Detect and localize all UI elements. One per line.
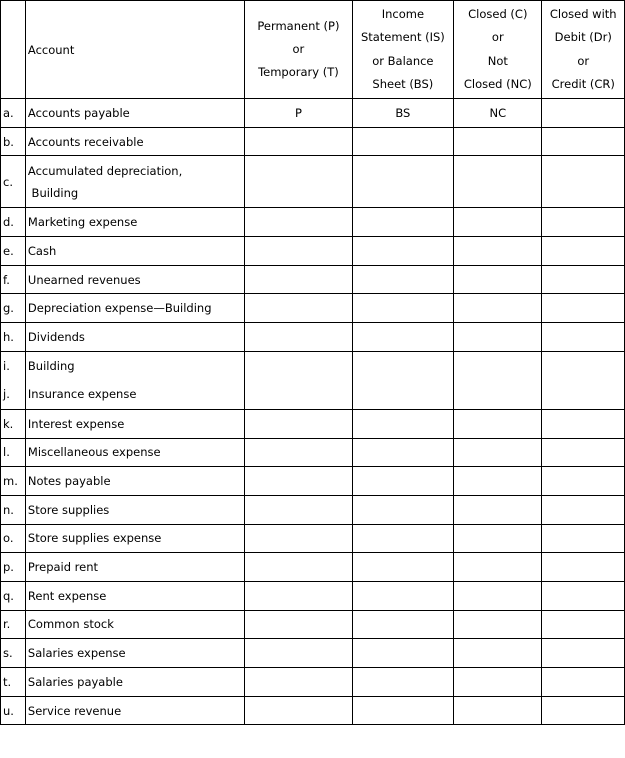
closed-header-line: or <box>491 30 504 44</box>
permanent-temporary-cell[interactable]: P <box>245 99 352 128</box>
table-row <box>1 696 625 725</box>
debit-credit-header-line: Closed with <box>549 6 617 21</box>
table-row <box>1 668 625 697</box>
account-name: Service revenue <box>25 696 244 725</box>
statement-cell[interactable] <box>352 639 453 668</box>
debit-credit-cell[interactable] <box>542 467 625 496</box>
closed-cell[interactable] <box>454 265 542 294</box>
permanent-temporary-cell[interactable] <box>245 351 352 409</box>
closed-cell[interactable] <box>454 524 542 553</box>
letter-header <box>1 1 26 99</box>
row-letter: c. <box>1 156 26 208</box>
statement-cell[interactable] <box>352 467 453 496</box>
table-row <box>1 156 625 208</box>
statement-cell[interactable] <box>352 351 453 409</box>
statement-cell[interactable] <box>352 581 453 610</box>
permanent-temporary-cell[interactable] <box>245 696 352 725</box>
account-name: Common stock <box>25 610 244 639</box>
table-row <box>1 495 625 524</box>
closed-cell[interactable] <box>454 467 542 496</box>
account-name <box>25 156 244 208</box>
statement-cell[interactable]: BS <box>352 99 453 128</box>
table-row <box>1 294 625 323</box>
permanent-temporary-cell[interactable] <box>245 156 352 208</box>
permanent-temporary-cell[interactable] <box>245 581 352 610</box>
table-row <box>1 208 625 237</box>
table-row <box>1 323 625 352</box>
statement-cell[interactable] <box>352 323 453 352</box>
debit-credit-cell[interactable] <box>542 409 625 438</box>
permanent-header-line: Temporary (T) <box>258 65 339 79</box>
closed-cell[interactable] <box>454 294 542 323</box>
permanent-temporary-cell[interactable] <box>245 668 352 697</box>
table-row <box>1 639 625 668</box>
row-letter: b. <box>1 127 26 156</box>
closed-cell[interactable] <box>454 639 542 668</box>
closed-cell[interactable] <box>454 237 542 266</box>
closed-cell[interactable] <box>454 610 542 639</box>
closed-cell[interactable] <box>454 409 542 438</box>
row-letter: n. <box>1 495 26 524</box>
account-name-line: Insurance expense <box>27 387 137 402</box>
debit-credit-cell[interactable] <box>542 524 625 553</box>
permanent-temporary-cell[interactable] <box>245 495 352 524</box>
row-letter: f. <box>1 265 26 294</box>
permanent-temporary-cell[interactable] <box>245 127 352 156</box>
row-letter: k. <box>1 409 26 438</box>
statement-cell[interactable] <box>352 495 453 524</box>
permanent-temporary-header <box>245 1 352 99</box>
debit-credit-cell[interactable] <box>542 438 625 467</box>
closed-cell[interactable] <box>454 438 542 467</box>
debit-credit-cell[interactable] <box>542 127 625 156</box>
debit-credit-cell[interactable] <box>542 610 625 639</box>
account-name: Store supplies expense <box>25 524 244 553</box>
debit-credit-header-line: Debit (Dr) <box>554 30 612 44</box>
debit-credit-header-line: or <box>577 53 590 68</box>
closed-cell[interactable] <box>454 581 542 610</box>
debit-credit-cell[interactable] <box>542 581 625 610</box>
row-letter: o. <box>1 524 26 553</box>
table-row <box>1 610 625 639</box>
debit-credit-cell[interactable] <box>542 294 625 323</box>
statement-header-line: Sheet (BS) <box>372 77 434 91</box>
account-name: Prepaid rent <box>25 553 244 582</box>
row-letter: s. <box>1 639 26 668</box>
account-name: Accounts receivable <box>25 127 244 156</box>
account-name-line: Building <box>27 185 79 200</box>
closed-header-line: Closed (C) <box>468 6 528 21</box>
statement-header-line: or Balance <box>372 53 434 68</box>
debit-credit-cell[interactable] <box>542 208 625 237</box>
table-row <box>1 351 625 409</box>
permanent-temporary-cell[interactable] <box>245 265 352 294</box>
permanent-header-line: or <box>292 42 305 56</box>
closed-cell[interactable] <box>454 553 542 582</box>
statement-cell[interactable] <box>352 208 453 237</box>
account-name: Miscellaneous expense <box>25 438 244 467</box>
statement-cell[interactable] <box>352 127 453 156</box>
account-name: Notes payable <box>25 467 244 496</box>
account-name: Marketing expense <box>25 208 244 237</box>
permanent-temporary-cell[interactable] <box>245 553 352 582</box>
row-letter: q. <box>1 581 26 610</box>
row-letter: h. <box>1 323 26 352</box>
debit-credit-cell[interactable] <box>542 553 625 582</box>
debit-credit-cell[interactable] <box>542 668 625 697</box>
permanent-temporary-cell[interactable] <box>245 467 352 496</box>
statement-header-line: Income <box>381 6 425 21</box>
table-row <box>1 553 625 582</box>
row-letter: u. <box>1 696 26 725</box>
table-row <box>1 265 625 294</box>
row-letter-line: i. <box>3 358 10 373</box>
debit-credit-cell[interactable] <box>542 639 625 668</box>
statement-cell[interactable] <box>352 668 453 697</box>
statement-cell[interactable] <box>352 610 453 639</box>
debit-credit-cell[interactable] <box>542 495 625 524</box>
debit-credit-cell[interactable] <box>542 99 625 128</box>
account-name: Salaries expense <box>25 639 244 668</box>
row-letter: l. <box>1 438 26 467</box>
row-letter: e. <box>1 237 26 266</box>
row-letter: g. <box>1 294 26 323</box>
table-row <box>1 467 625 496</box>
row-letter: p. <box>1 553 26 582</box>
closed-cell[interactable] <box>454 127 542 156</box>
account-name: Store supplies <box>25 495 244 524</box>
table-row <box>1 237 625 266</box>
table-row <box>1 524 625 553</box>
closed-cell[interactable] <box>454 696 542 725</box>
debit-credit-header-line: Credit (CR) <box>551 77 615 91</box>
closed-cell[interactable]: NC <box>454 99 542 128</box>
permanent-temporary-cell[interactable] <box>245 208 352 237</box>
row-letter <box>1 351 26 409</box>
table-row <box>1 409 625 438</box>
debit-credit-cell[interactable] <box>542 696 625 725</box>
table-row <box>1 99 625 128</box>
permanent-temporary-cell[interactable] <box>245 639 352 668</box>
account-name: Depreciation expense—Building <box>25 294 244 323</box>
permanent-temporary-cell[interactable] <box>245 237 352 266</box>
statement-cell[interactable] <box>352 553 453 582</box>
statement-header <box>352 1 453 99</box>
permanent-temporary-cell[interactable] <box>245 610 352 639</box>
header-row <box>1 1 625 99</box>
row-letter: d. <box>1 208 26 237</box>
statement-cell[interactable] <box>352 524 453 553</box>
closed-cell[interactable] <box>454 208 542 237</box>
row-letter: m. <box>1 467 26 496</box>
closed-cell[interactable] <box>454 351 542 409</box>
permanent-header-line: Permanent (P) <box>257 19 340 33</box>
statement-cell[interactable] <box>352 294 453 323</box>
closed-header <box>454 1 542 99</box>
closed-cell[interactable] <box>454 495 542 524</box>
closed-header-line: Closed (NC) <box>463 77 532 91</box>
table-row <box>1 438 625 467</box>
account-name: Accounts payable <box>25 99 244 128</box>
debit-credit-header <box>542 1 625 99</box>
debit-credit-cell[interactable] <box>542 237 625 266</box>
permanent-temporary-cell[interactable] <box>245 438 352 467</box>
permanent-temporary-cell[interactable] <box>245 409 352 438</box>
row-letter-line: j. <box>3 387 10 402</box>
account-header: Account <box>25 1 244 99</box>
statement-cell[interactable] <box>352 696 453 725</box>
closed-cell[interactable] <box>454 668 542 697</box>
account-name: Rent expense <box>25 581 244 610</box>
account-name: Salaries payable <box>25 668 244 697</box>
statement-header-line: Statement (IS) <box>360 30 445 44</box>
permanent-temporary-cell[interactable] <box>245 524 352 553</box>
row-letter: t. <box>1 668 26 697</box>
statement-cell[interactable] <box>352 438 453 467</box>
statement-cell[interactable] <box>352 156 453 208</box>
row-letter: a. <box>1 99 26 128</box>
account-name: Dividends <box>25 323 244 352</box>
debit-credit-cell[interactable] <box>542 323 625 352</box>
permanent-temporary-cell[interactable] <box>245 294 352 323</box>
debit-credit-cell[interactable] <box>542 351 625 409</box>
statement-cell[interactable] <box>352 409 453 438</box>
debit-credit-cell[interactable] <box>542 265 625 294</box>
account-name-line: Building <box>27 358 75 373</box>
account-name: Unearned revenues <box>25 265 244 294</box>
closed-header-line: Not <box>487 53 508 68</box>
statement-cell[interactable] <box>352 237 453 266</box>
table-row <box>1 581 625 610</box>
closed-cell[interactable] <box>454 156 542 208</box>
account-name: Cash <box>25 237 244 266</box>
closed-cell[interactable] <box>454 323 542 352</box>
debit-credit-cell[interactable] <box>542 156 625 208</box>
account-name: Interest expense <box>25 409 244 438</box>
statement-cell[interactable] <box>352 265 453 294</box>
permanent-temporary-cell[interactable] <box>245 323 352 352</box>
table-row <box>1 127 625 156</box>
account-name-line: Accumulated depreciation, <box>27 163 183 178</box>
account-name <box>25 351 244 409</box>
row-letter: r. <box>1 610 26 639</box>
